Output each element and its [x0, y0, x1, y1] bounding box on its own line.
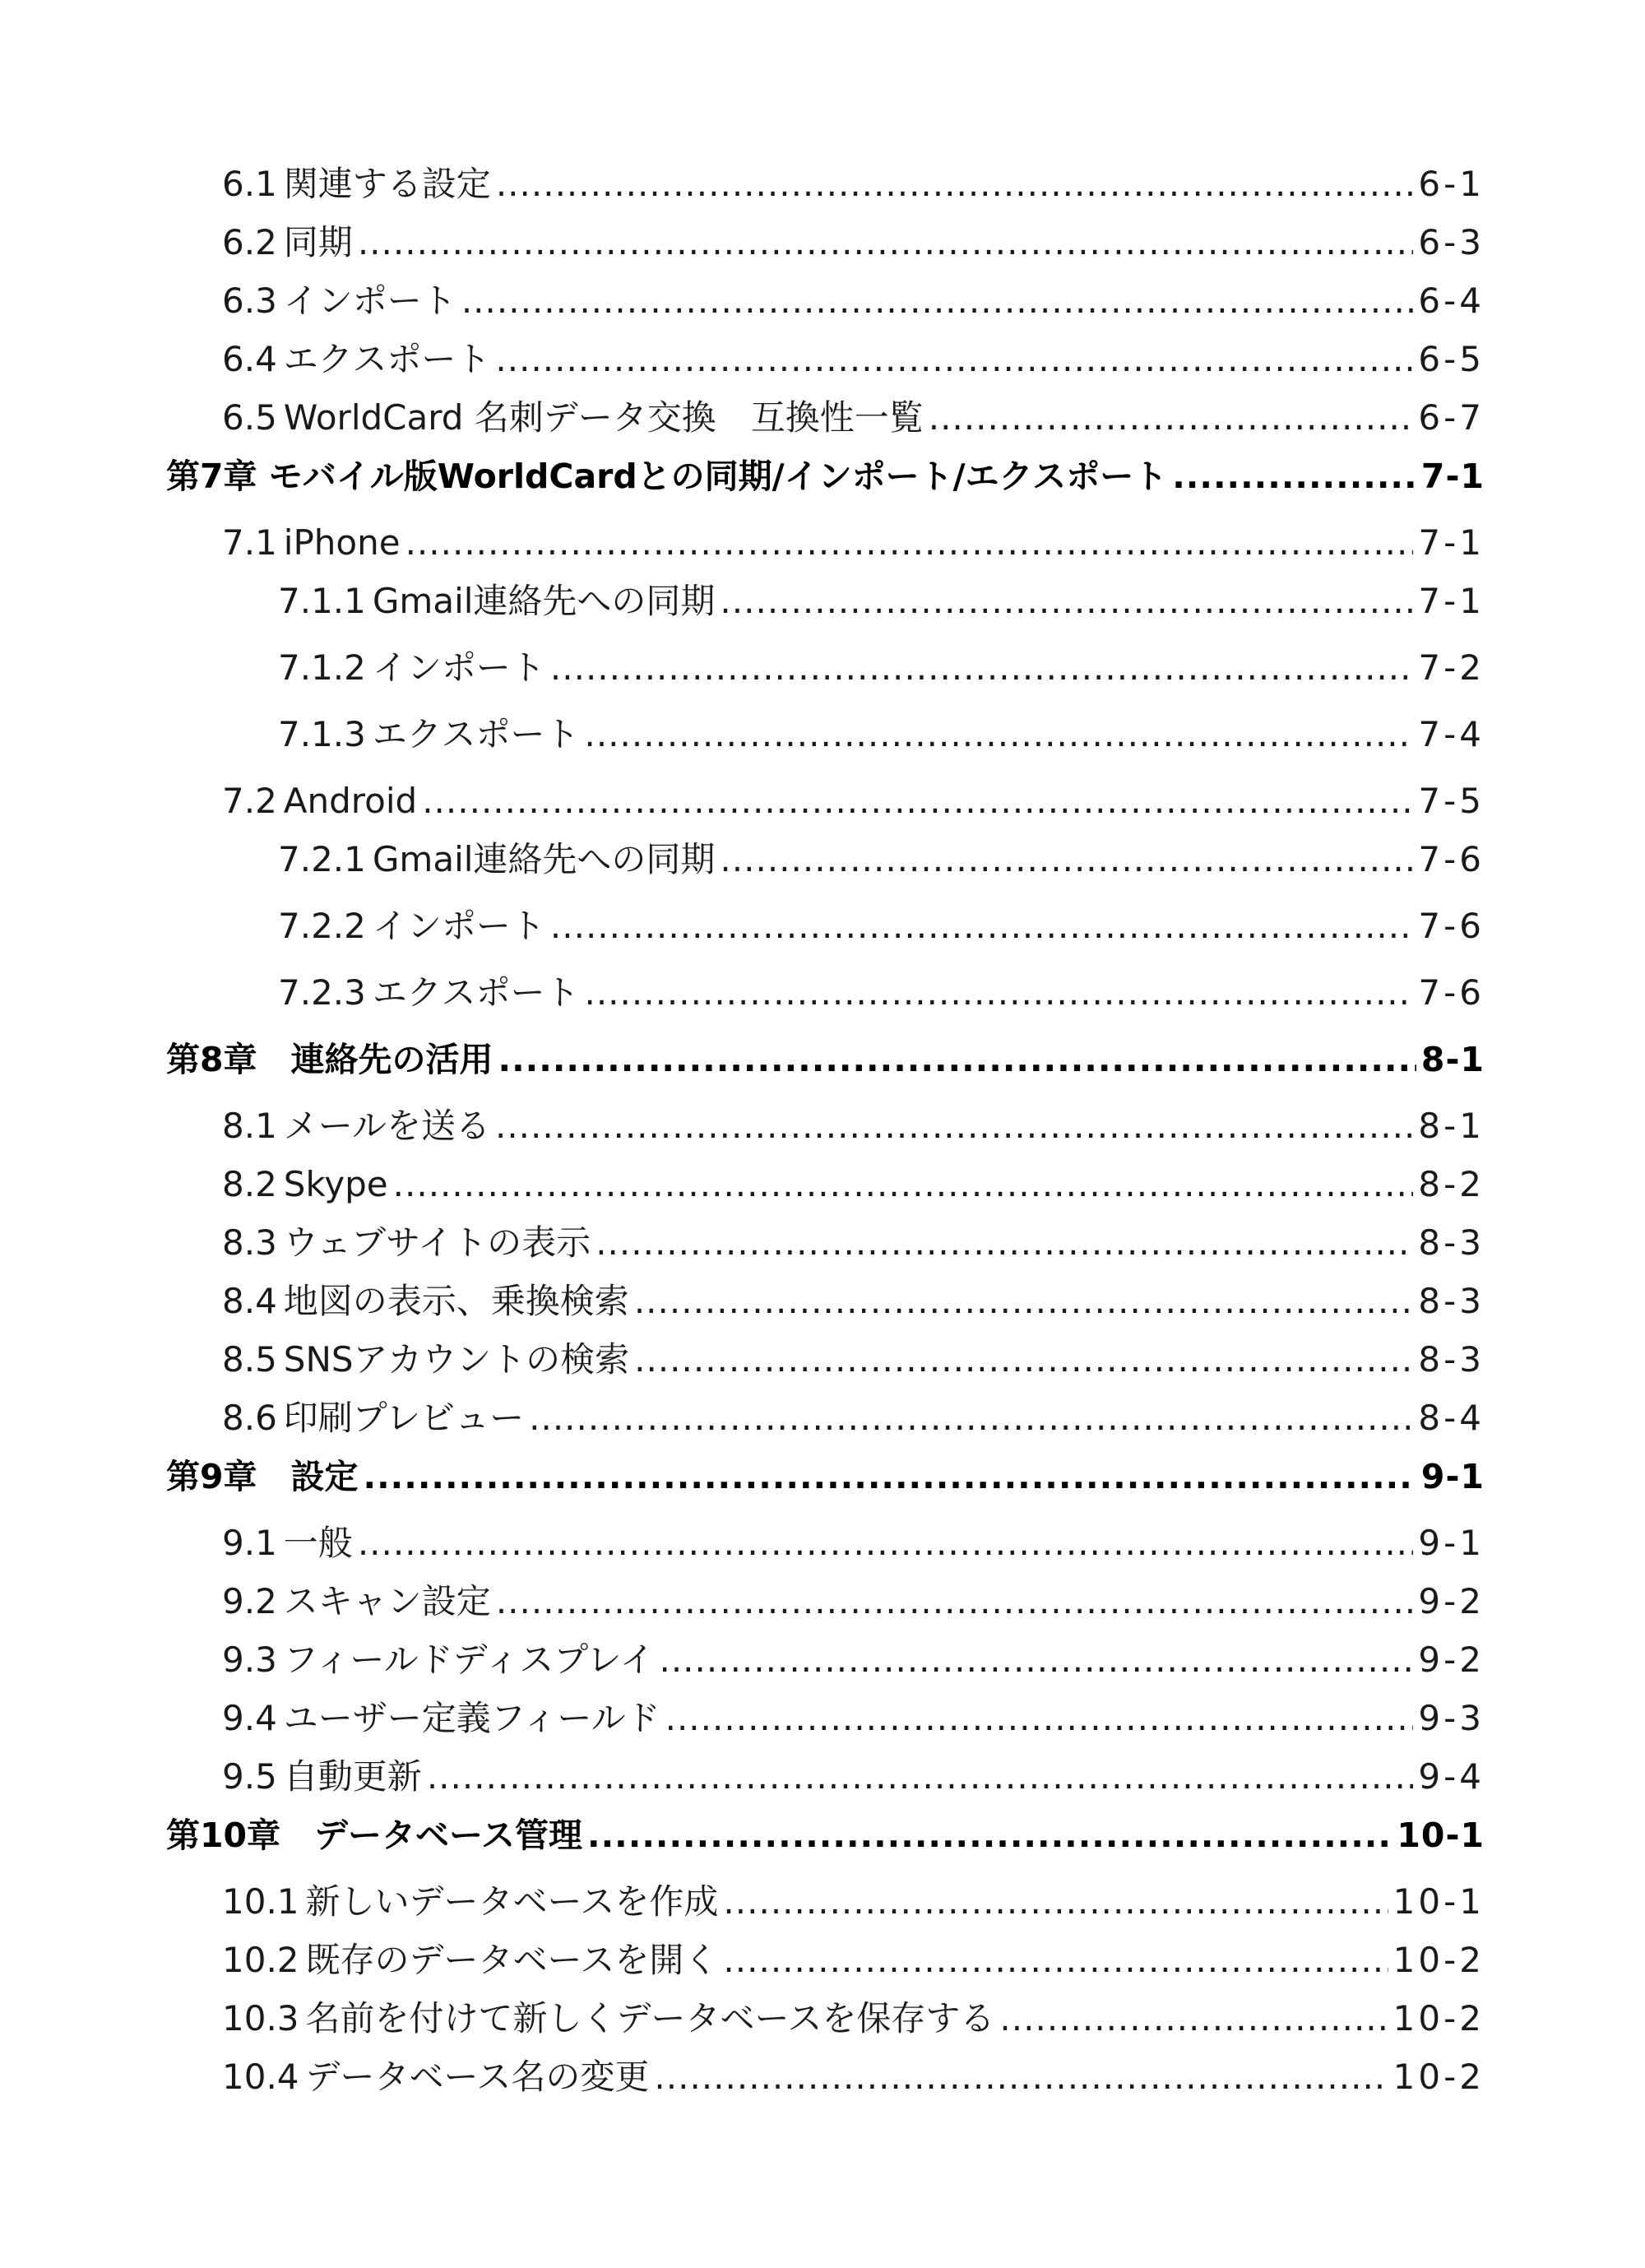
toc-entry-6-3[interactable] [222, 278, 1485, 324]
dot-leader [584, 712, 1413, 758]
toc-entry-10-2[interactable] [222, 1937, 1485, 1983]
toc-chapter-10[interactable] [166, 1812, 1485, 1858]
section-title: 印刷プレビュー [283, 1398, 525, 1438]
dot-leader [723, 1879, 1388, 1925]
section-title: Android [283, 781, 418, 821]
toc-entry-9-1[interactable] [222, 1520, 1485, 1566]
toc-entry-10-3[interactable] [222, 1996, 1485, 2042]
dot-leader [634, 1337, 1413, 1383]
page-number: 10-2 [1392, 2057, 1485, 2097]
dot-leader [393, 1162, 1414, 1208]
section-title: 一般 [283, 1523, 353, 1563]
page-number: 9-4 [1418, 1756, 1485, 1797]
toc-entry-9-5[interactable] [222, 1754, 1485, 1800]
page-number: 7-4 [1418, 714, 1485, 754]
page-number: 9-3 [1418, 1698, 1485, 1738]
section-number: 8.4 [222, 1281, 277, 1321]
section-title: Gmail連絡先への同期 [372, 581, 716, 621]
section-number: 10.3 [222, 1998, 299, 2038]
section-number: 10.4 [222, 2057, 299, 2097]
section-number: 7.1.3 [278, 714, 366, 754]
toc-entry-8-5[interactable] [222, 1337, 1485, 1383]
section-title: インポート [283, 281, 456, 321]
section-title: ウェブサイトの表示 [283, 1222, 591, 1263]
section-number: 9.1 [222, 1523, 277, 1563]
toc-entry-8-3[interactable] [222, 1220, 1485, 1266]
page-number: 8-1 [1420, 1040, 1485, 1079]
section-title: フィールドディスプレイ [283, 1640, 655, 1680]
section-title: 関連する設定 [283, 164, 491, 204]
dot-leader [358, 220, 1414, 266]
dot-leader [496, 1579, 1414, 1625]
section-number: 9.4 [222, 1698, 277, 1738]
page-number: 8-3 [1418, 1339, 1485, 1380]
toc-chapter-7[interactable] [166, 453, 1485, 499]
section-title: 地図の表示、乗換検索 [283, 1281, 629, 1321]
section-number: 7.2.3 [278, 972, 366, 1013]
page-number: 6-5 [1418, 339, 1485, 379]
page-number: 7-5 [1418, 781, 1485, 821]
section-title: Gmail連絡先への同期 [372, 839, 716, 879]
dot-leader [654, 2054, 1388, 2100]
toc-entry-7-2-1[interactable] [278, 837, 1485, 883]
page-number: 7-1 [1418, 522, 1485, 563]
section-number: 6.3 [222, 281, 277, 321]
toc-entry-7-1-3[interactable] [278, 712, 1485, 758]
section-title: 名前を付けて新しくデータベースを保存する [305, 1998, 995, 2038]
section-title: 自動更新 [283, 1756, 422, 1797]
page-number: 8-1 [1418, 1106, 1485, 1146]
page-number: 10-1 [1397, 1816, 1485, 1855]
section-number: 8.1 [222, 1106, 277, 1146]
section-title: 既存のデータベースを開く [305, 1940, 719, 1980]
page-number: 9-2 [1418, 1581, 1485, 1621]
section-number: 8.6 [222, 1398, 277, 1438]
toc-chapter-9[interactable] [166, 1454, 1485, 1500]
page-number: 9-1 [1420, 1457, 1485, 1496]
toc-entry-8-2[interactable] [222, 1162, 1485, 1208]
section-title: SNSアカウントの検索 [283, 1339, 630, 1380]
toc-entry-8-1[interactable] [222, 1103, 1485, 1149]
chapter-title: 第7章 モバイル版WorldCardとの同期/インポート/エクスポート [166, 457, 1168, 496]
section-title: エクスポート [372, 714, 580, 754]
section-title: インポート [372, 647, 545, 688]
dot-leader [498, 1037, 1416, 1083]
chapter-title: 第8章 連絡先の活用 [166, 1040, 494, 1079]
dot-leader [929, 395, 1414, 441]
section-title: エクスポート [372, 972, 580, 1013]
toc-entry-8-4[interactable] [222, 1278, 1485, 1324]
page-number: 9-1 [1418, 1523, 1485, 1563]
chapter-title: 第10章 データベース管理 [166, 1816, 583, 1855]
page-number: 6-7 [1418, 397, 1485, 438]
section-title: インポート [372, 906, 545, 946]
dot-leader [405, 520, 1414, 566]
page-number: 10-2 [1392, 1940, 1485, 1980]
section-title: 同期 [283, 222, 353, 262]
dot-leader [496, 161, 1414, 207]
section-title: 新しいデータベースを作成 [305, 1881, 719, 1922]
section-number: 6.2 [222, 222, 277, 262]
section-number: 9.3 [222, 1640, 277, 1680]
dot-leader [529, 1395, 1413, 1441]
dot-leader [495, 1103, 1413, 1149]
dot-leader [587, 1812, 1392, 1858]
page-number: 7-1 [1420, 457, 1485, 496]
dot-leader [427, 1754, 1414, 1800]
dot-leader [422, 778, 1413, 824]
section-title: エクスポート [283, 339, 491, 379]
toc-entry-10-4[interactable] [222, 2054, 1485, 2100]
toc-entry-6-1[interactable] [222, 161, 1485, 207]
page-number: 7-6 [1418, 839, 1485, 879]
toc-entry-7-2[interactable] [222, 778, 1485, 824]
page-number: 9-2 [1418, 1640, 1485, 1680]
section-number: 6.4 [222, 339, 277, 379]
page-number: 8-3 [1418, 1222, 1485, 1263]
toc-entry-10-1[interactable] [222, 1879, 1485, 1925]
section-number: 8.5 [222, 1339, 277, 1380]
toc-entry-8-6[interactable] [222, 1395, 1485, 1441]
page-number: 7-6 [1418, 906, 1485, 946]
section-title: メールを送る [283, 1106, 490, 1146]
page-number: 6-3 [1418, 222, 1485, 262]
dot-leader [723, 1937, 1388, 1983]
toc-entry-6-5[interactable] [222, 395, 1485, 441]
toc-entry-9-2[interactable] [222, 1579, 1485, 1625]
dot-leader [634, 1278, 1414, 1324]
section-number: 7.2.2 [278, 906, 366, 946]
toc-entry-9-3[interactable] [222, 1637, 1485, 1683]
section-number: 10.2 [222, 1940, 299, 1980]
page-number: 6-1 [1418, 164, 1485, 204]
dot-leader [495, 336, 1413, 383]
page-number: 7-6 [1418, 972, 1485, 1013]
page-number: 7-1 [1418, 581, 1485, 621]
dot-leader [595, 1220, 1413, 1266]
toc-entry-6-2[interactable] [222, 220, 1485, 266]
dot-leader [659, 1637, 1413, 1683]
toc-entry-6-4[interactable] [222, 336, 1485, 383]
section-title: データベース名の変更 [305, 2057, 650, 2097]
page-number: 10-1 [1392, 1881, 1485, 1922]
section-number: 7.1 [222, 522, 277, 563]
section-title: スキャン設定 [283, 1581, 491, 1621]
dot-leader [999, 1996, 1388, 2042]
section-number: 7.2.1 [278, 839, 366, 879]
section-number: 8.2 [222, 1164, 277, 1204]
section-title: ユーザー定義フィールド [283, 1698, 660, 1738]
dot-leader [720, 837, 1413, 883]
page-number: 8-2 [1418, 1164, 1485, 1204]
dot-leader [550, 903, 1414, 949]
dot-leader [1172, 453, 1416, 499]
dot-leader [550, 645, 1414, 691]
toc-entry-7-1-2[interactable] [278, 645, 1485, 691]
page-number: 7-2 [1418, 647, 1485, 688]
section-number: 9.5 [222, 1756, 277, 1797]
page-number: 8-4 [1418, 1398, 1485, 1438]
dot-leader [665, 1695, 1414, 1742]
section-title: iPhone [283, 522, 401, 563]
section-number: 6.1 [222, 164, 277, 204]
toc-chapter-8[interactable] [166, 1037, 1485, 1083]
toc-entry-7-1[interactable] [222, 520, 1485, 566]
section-title: WorldCard 名刺データ交換 互換性一覧 [283, 397, 924, 438]
section-number: 7.1.2 [278, 647, 366, 688]
toc-entry-7-1-1[interactable] [278, 578, 1485, 624]
dot-leader [720, 578, 1413, 624]
toc-entry-9-4[interactable] [222, 1695, 1485, 1742]
toc-entry-7-2-3[interactable] [278, 970, 1485, 1016]
dot-leader [358, 1520, 1414, 1566]
section-number: 7.1.1 [278, 581, 366, 621]
dot-leader [364, 1454, 1416, 1500]
section-number: 7.2 [222, 781, 277, 821]
chapter-title: 第9章 設定 [166, 1457, 359, 1496]
section-title: Skype [283, 1164, 388, 1204]
section-number: 10.1 [222, 1881, 299, 1922]
dot-leader [461, 278, 1414, 324]
page-number: 6-4 [1418, 281, 1485, 321]
section-number: 8.3 [222, 1222, 277, 1263]
dot-leader [584, 970, 1413, 1016]
page-number: 10-2 [1392, 1998, 1485, 2038]
page-number: 8-3 [1418, 1281, 1485, 1321]
toc-entry-7-2-2[interactable] [278, 903, 1485, 949]
section-number: 9.2 [222, 1581, 277, 1621]
section-number: 6.5 [222, 397, 277, 438]
